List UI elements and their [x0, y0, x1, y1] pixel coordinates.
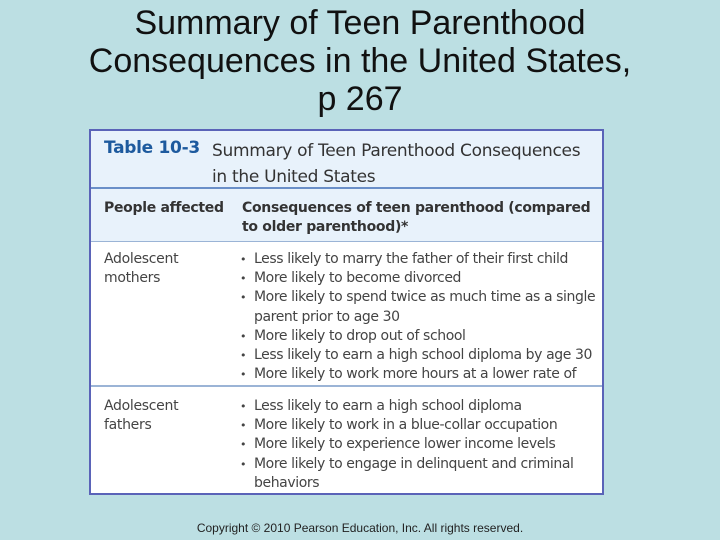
column-header-consequences: Consequences of teen parenthood (compared to older parenthood)* — [242, 200, 591, 235]
slide-title-line-3: p 267 — [317, 80, 403, 118]
list-item: • More likely to work more hours at a lower rate of — [238, 365, 598, 403]
row-group-label: Adolescent mothers — [104, 251, 179, 286]
list-item: • Less likely to earn a high school diploma — [238, 397, 598, 416]
table-title: Summary of Teen Parenthood Consequences in the United States — [212, 141, 581, 187]
consequence-list — [238, 397, 598, 493]
row-group-label: Adolescent fathers — [104, 398, 179, 433]
column-header-people-affected: People affected — [104, 200, 224, 216]
list-item: • More likely to spend twice as much time as a single parent prior to age 30 — [238, 288, 598, 326]
list-item: • More likely to experience lower income levels — [238, 435, 598, 454]
table-header — [91, 131, 602, 189]
column-headers — [91, 189, 602, 242]
list-item: • More likely to work in a blue-collar occupation — [238, 416, 598, 435]
list-item: • More likely to engage in delinquent and criminal behaviors — [238, 455, 598, 493]
slide-title-line-2: Consequences in the United States, — [88, 42, 632, 80]
table-label: Table 10-3 — [104, 138, 200, 158]
list-item: • Less likely to earn a high school diploma by age 30 — [238, 346, 598, 365]
table-row — [91, 242, 602, 387]
consequences-table — [89, 129, 604, 495]
consequence-list — [238, 250, 598, 404]
slide-title-line-1: Summary of Teen Parenthood — [134, 4, 586, 42]
list-item: • More likely to become divorced — [238, 269, 598, 288]
slide-title — [20, 4, 700, 118]
table-row — [91, 389, 602, 493]
list-item: • Less likely to marry the father of their first child — [238, 250, 598, 269]
list-item: • More likely to drop out of school — [238, 327, 598, 346]
copyright-notice: Copyright © 2010 Pearson Education, Inc. All rights reserved. — [196, 521, 524, 535]
